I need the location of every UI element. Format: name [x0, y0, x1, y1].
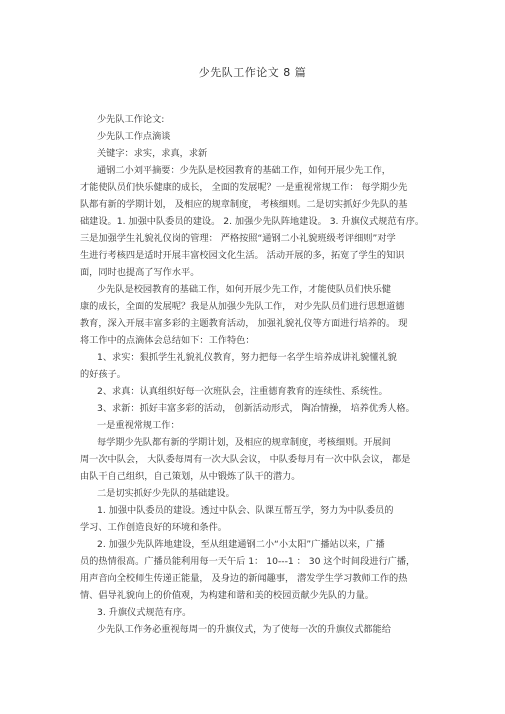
paragraph-line: 教育，深入开展丰富多彩的主题教育活动， 加强礼貌礼仪等方面进行培养的。 现: [80, 318, 408, 329]
paragraph-line: 础建设。1. 加强中队委员的建设。 2. 加强少先队阵地建设。 3. 升旗仪式规范有序。: [80, 216, 425, 227]
paragraph-line: 才能使队员们快乐健康的成长， 全面的发展呢？一是重视常规工作： 每学期少先: [80, 182, 408, 193]
paragraph-line: 情、倡导礼貌向上的价值观，为构建和谐和美的校园贡献少先队的力量。: [80, 590, 374, 601]
paragraph-line: 少先队工作点滴谈: [97, 131, 171, 142]
paragraph-line: 一是重视常规工作：: [97, 420, 180, 431]
paragraph-line: 队都有新的学期计划， 及相应的规章制度， 考核细则。二是切实抓好少先队的基: [80, 199, 408, 210]
paragraph-line: 少先队工作论文:: [97, 114, 165, 125]
paragraph-line: 的好孩子。: [80, 369, 126, 380]
paragraph-line: 二是切实抓好少先队的基础建设。: [97, 488, 235, 499]
paragraph-line: 三是加强学生礼貌礼仪岗的管理： 严格按照“通钢二小礼貌班级考评细则”对学: [80, 233, 396, 244]
paragraph-line: 由队干自己组织，自己策划，从中锻炼了队干的潜力。: [80, 471, 301, 482]
paragraph-line: 2. 加强少先队阵地建设，至从组建通钢二小“小太阳”广播站以来，广播: [97, 539, 385, 550]
paragraph-line: 1. 加强中队委员的建设。透过中队会、队课互帮互学，努力为中队委员的: [97, 505, 394, 516]
paragraph-line: 将工作中的点滴体会总结如下：工作特色：: [80, 335, 255, 346]
paragraph-line: 3. 升旗仪式规范有序。: [97, 607, 192, 618]
paragraph-line: 用声音向全校师生传递正能量， 及身边的新闻趣事， 潜发学生学习教师工作的热: [80, 573, 408, 584]
paragraph-line: 学习、工作创造良好的环境和条件。: [80, 522, 227, 533]
paragraph-line: 通钢二小刘平摘要：少先队是校园教育的基础工作，如何开展少先工作，: [97, 165, 391, 176]
paragraph-line: 少先队工作务必重视每周一的升旗仪式，为了使每一次的升旗仪式都能给: [97, 624, 391, 635]
paragraph-line: 2、求真：认真组织好每一次班队会，注重德育教育的连续性、系统性。: [97, 386, 388, 397]
paragraph-line: 康的成长，全面的发展呢？我是从加强少先队工作， 对少先队员们进行思想道德: [80, 301, 405, 312]
document-title: 少先队工作论文 8 篇: [198, 66, 307, 79]
paragraph-line: 面，同时也提高了写作水平。: [80, 267, 200, 278]
paragraph-line: 员的热情很高。广播员能利用每一天午后 1： 10---1 ： 30 这个时间段进行广播，: [80, 556, 416, 567]
paragraph-line: 1、求实：狠抓学生礼貌礼仪教育，努力把每一名学生培养成讲礼貌懂礼貌: [97, 352, 397, 363]
paragraph-line: 少先队是校园教育的基础工作，如何开展少先工作，才能使队员们快乐健: [97, 284, 391, 295]
paragraph-line: 3、求新：抓好丰富多彩的活动， 创新活动形式， 陶冶情操， 培养优秀人格。: [97, 403, 415, 414]
paragraph-line: 生进行考核四是适时开展丰富校园文化生活。 活动开展的多，拓宽了学生的知识: [80, 250, 405, 261]
paragraph-line: 每学期少先队都有新的学期计划，及相应的规章制度，考核细则。开展间: [97, 437, 391, 448]
paragraph-line: 周一次中队会， 大队委每周有一次大队会议， 中队委每月有一次中队会议， 都是: [80, 454, 411, 465]
paragraph-line: 关键字：求实，求真，求新: [97, 148, 208, 159]
